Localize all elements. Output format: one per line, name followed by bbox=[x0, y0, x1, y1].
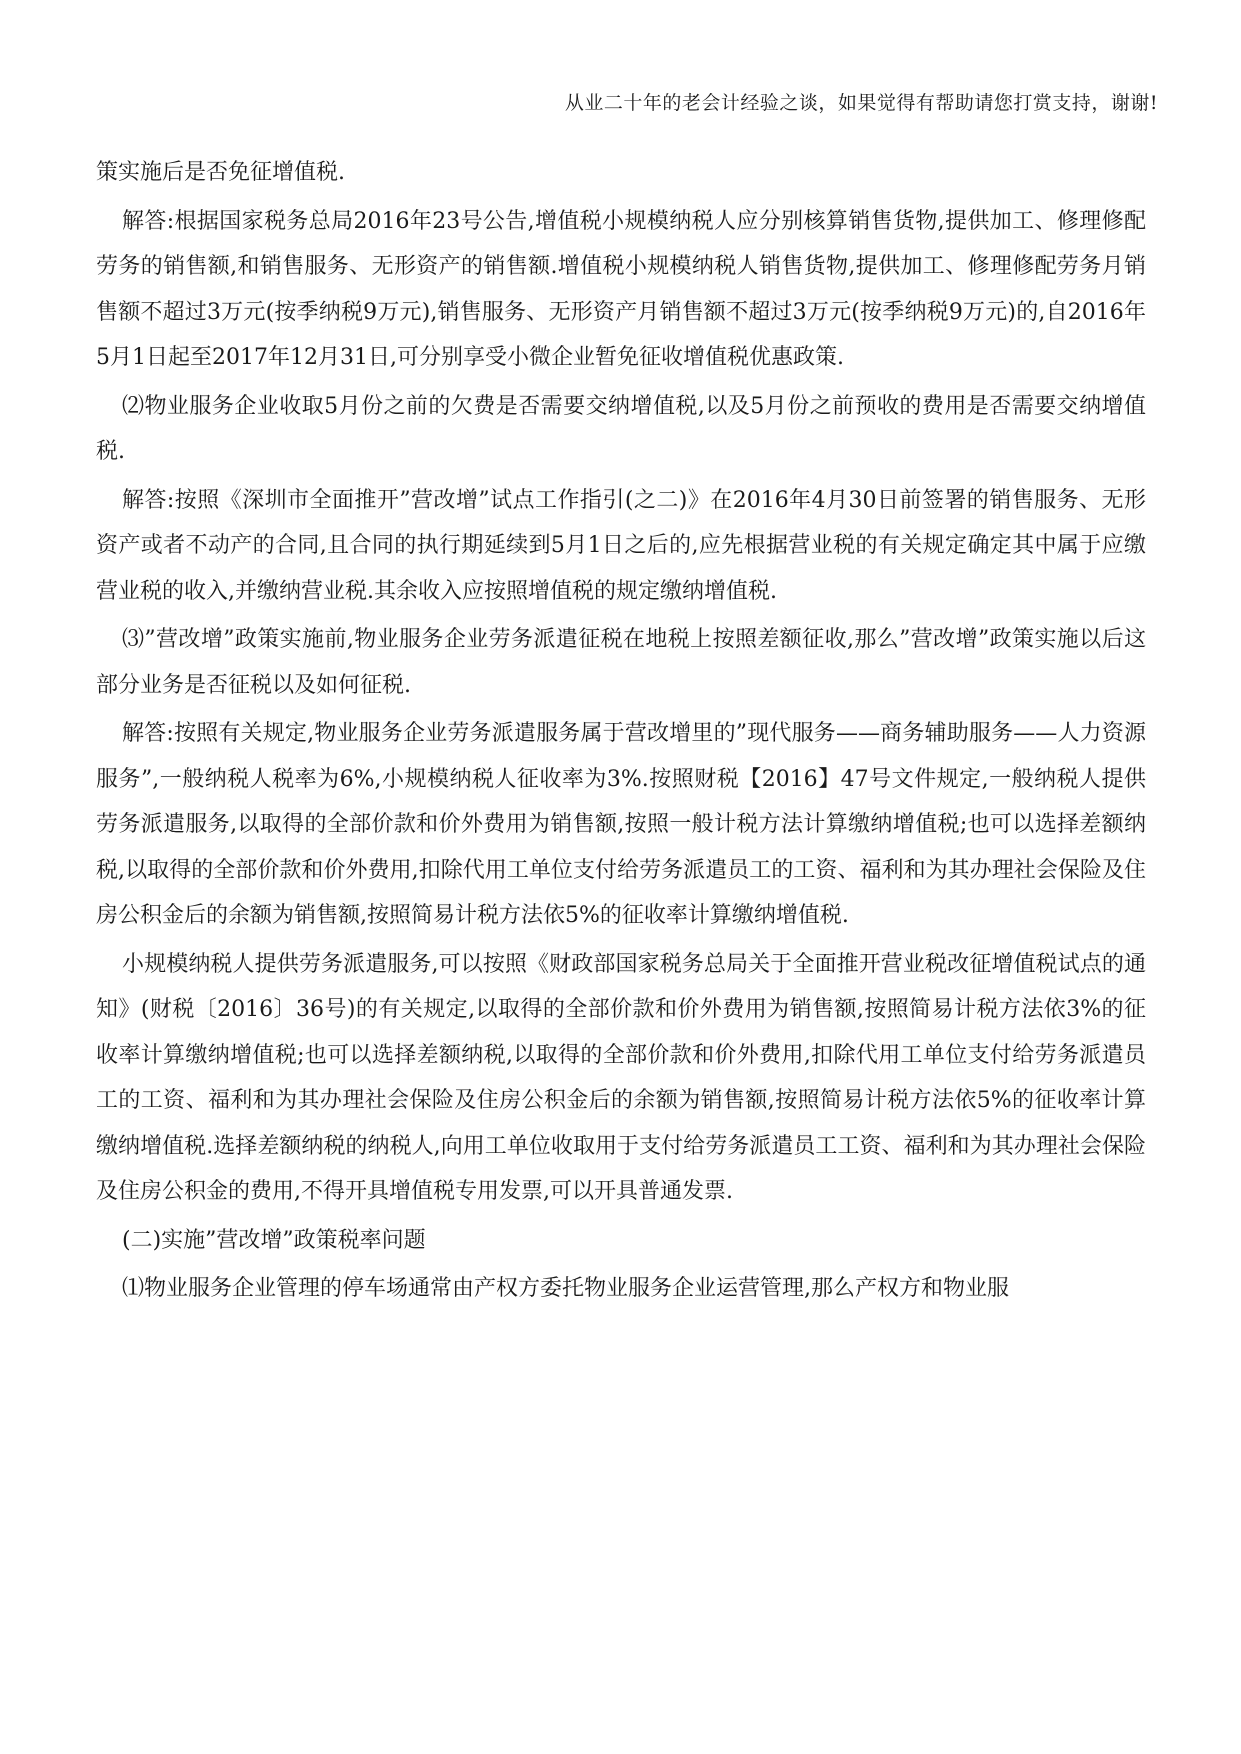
paragraph-answer-2: 解答:按照《深圳市全面推开”营改增”试点工作指引(之二)》在2016年4月30日前签署的销售服务、无形资产或者不动产的合同,且合同的执行期延续到5月1日之后的,应先根据营业税的有关规定确定其中属于应缴营业税的收入,并缴纳营业税.其余收入应按照增值税的规定缴纳增值税. bbox=[96, 487, 1146, 604]
paragraph-answer-1: 解答:根据国家税务总局2016年23号公告,增值税小规模纳税人应分别核算销售货物,提供加工、修理修配劳务的销售额,和销售服务、无形资产的销售额.增值税小规模纳税人销售货物,提供加工、修理修配劳务月销售额不超过3万元(按季纳税9万元),销售服务、无形资产月销售额不超过3万元(按季纳税9万元)的,自2016年5月1日起至2017年12月31日,可分别享受小微企业暂免征收增值税优惠政策. bbox=[96, 208, 1146, 370]
paragraph-continuation: 策实施后是否免征增值税. bbox=[96, 160, 345, 185]
document-body bbox=[96, 150, 1146, 1312]
paragraph-answer-3: 解答:按照有关规定,物业服务企业劳务派遣服务属于营改增里的”现代服务——商务辅助服务——人力资源服务”,一般纳税人税率为6%,小规模纳税人征收率为3%.按照财税【2016】47号文件规定,一般纳税人提供劳务派遣服务,以取得的全部价款和价外费用为销售额,按照一般计税方法计算缴纳增值税;也可以选择差额纳税,以取得的全部价款和价外费用,扣除代用工单位支付给劳务派遣员工的工资、福利和为其办理社会保险及住房公积金后的余额为销售额,按照简易计税方法依5%的征收率计算缴纳增值税. bbox=[96, 721, 1146, 928]
page-header-note: 从业二十年的老会计经验之谈，如果觉得有帮助请您打赏支持，谢谢! bbox=[564, 92, 1158, 114]
paragraph-small-scale-taxpayer: 小规模纳税人提供劳务派遣服务,可以按照《财政部国家税务总局关于全面推开营业税改征增值税试点的通知》(财税〔2016〕36号)的有关规定,以取得的全部价款和价外费用为销售额,按照简易计税方法依3%的征收率计算缴纳增值税;也可以选择差额纳税,以取得的全部价款和价外费用,扣除代用工单位支付给劳务派遣员工的工资、福利和为其办理社会保险及住房公积金后的余额为销售额,按照简易计税方法依5%的征收率计算缴纳增值税.选择差额纳税的纳税人,向用工单位收取用于支付给劳务派遣员工工资、福利和为其办理社会保险及住房公积金的费用,不得开具增值税专用发票,可以开具普通发票. bbox=[96, 951, 1146, 1204]
paragraph-question-parking: ⑴物业服务企业管理的停车场通常由产权方委托物业服务企业运营管理,那么产权方和物业服 bbox=[122, 1276, 1009, 1301]
paragraph-question-2: ⑵物业服务企业收取5月份之前的欠费是否需要交纳增值税,以及5月份之前预收的费用是否需要交纳增值税. bbox=[96, 393, 1146, 464]
paragraph-question-3: ⑶”营改增”政策实施前,物业服务企业劳务派遣征税在地税上按照差额征收,那么”营改增”政策实施以后这部分业务是否征税以及如何征税. bbox=[96, 627, 1146, 698]
section-heading-tax-rate: (二)实施”营改增”政策税率问题 bbox=[122, 1227, 426, 1253]
